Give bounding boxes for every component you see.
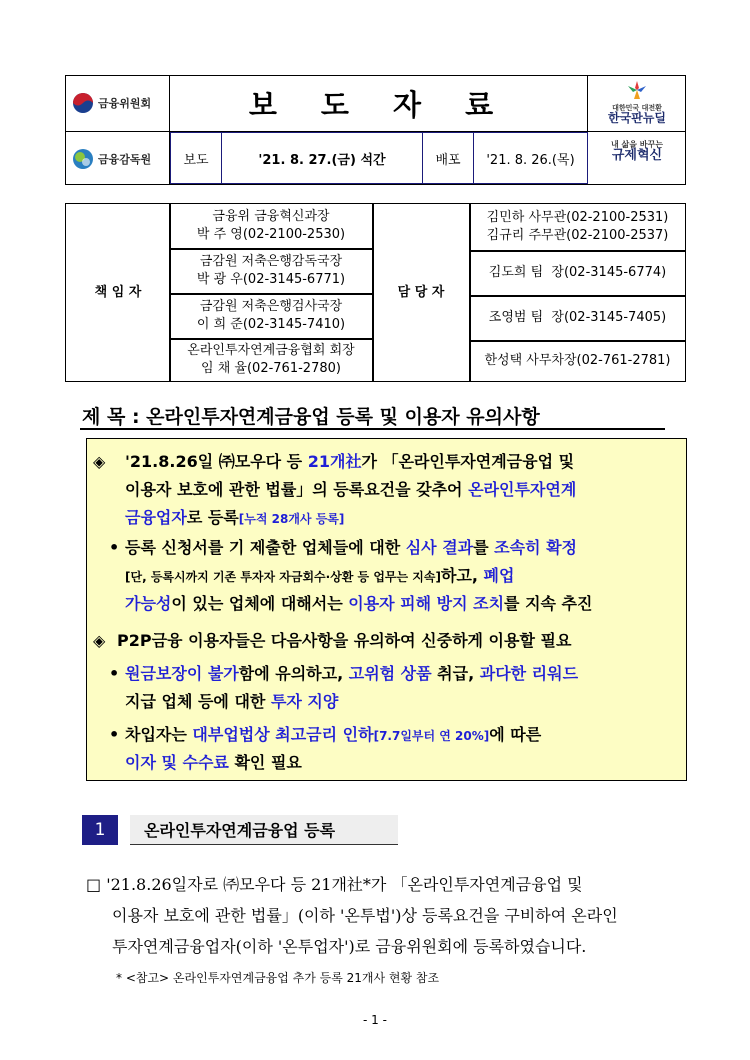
embargo-value: '21. 8. 27.(금) 석간 (221, 132, 423, 184)
responsible-person (170, 204, 372, 248)
staff-contact: 김민하 사무관(02-2100-2531) (486, 210, 669, 225)
summary-sub-bullet-mark: • (109, 664, 120, 683)
text: 하고, (440, 566, 484, 585)
responsible-person (170, 249, 372, 293)
summary-sub-bullet-mark: • (109, 538, 120, 557)
highlight: 가능성 (125, 594, 172, 613)
staff-contact: 김도희 팀 장(02-3145-6774) (488, 265, 667, 280)
text: 함에 유의하고, (238, 664, 349, 683)
fss-logo (72, 148, 151, 170)
responsible-person (170, 294, 372, 338)
responsible-title: 금융위 금융혁신과장 (212, 209, 330, 224)
new-deal-tagline: 대한민국 대전환 (612, 104, 662, 113)
summary-line (125, 687, 338, 716)
summary-bullet-mark: ◈ (93, 631, 106, 650)
responsible-person (170, 339, 372, 381)
text: 가 「온라인투자연계금융업 및 (361, 452, 575, 471)
highlight: 심사 결과 (405, 538, 474, 557)
summary-line (125, 447, 574, 476)
text: 에 따른 (489, 725, 542, 744)
staff-contact: 조영범 팀 장(02-3145-7405) (488, 310, 667, 325)
responsible-contact: 이 희 준(02-3145-7410) (196, 317, 346, 332)
divider (470, 250, 685, 252)
highlight: 과다한 리워드 (479, 664, 579, 683)
fsc-emblem-icon (72, 92, 94, 114)
highlight: 폐업 (483, 566, 515, 585)
highlight: 금융업자 (125, 508, 187, 527)
highlight: 투자 지양 (270, 692, 339, 711)
fss-name: 금융감독원 (98, 153, 152, 166)
summary-line (125, 561, 514, 592)
highlight: [누적 28개사 등록] (238, 512, 345, 526)
divider (470, 340, 685, 342)
regulation-tagline: 내 삶을 바꾸는 (611, 140, 663, 149)
staff-person (470, 341, 685, 381)
staff-person (470, 251, 685, 295)
responsible-label: 책 임 자 (94, 284, 142, 300)
summary-line (125, 589, 592, 618)
responsible-title: 온라인투자연계금융협회 회장 (187, 343, 355, 358)
summary-line: P2P금융 이용자들은 다음사항을 유의하여 신중하게 이용할 필요 (117, 631, 572, 650)
text: [단, 등록시까지 기존 투자자 자금회수·상환 등 업무는 지속] (125, 570, 441, 584)
summary-bullet-mark: ◈ (93, 452, 106, 471)
page-number: - 1 - (363, 1013, 387, 1027)
section-title: 온라인투자연계금융업 등록 (130, 815, 398, 845)
new-deal-name: 한국판뉴딜 (608, 111, 666, 126)
staff-person (470, 204, 685, 250)
text: 지급 업체 등에 대한 (125, 692, 271, 711)
summary-sub-bullet-mark: • (109, 725, 120, 744)
distribution-value: '21. 8. 26.(목) (473, 132, 588, 184)
summary-box (86, 438, 687, 781)
fsc-logo (72, 92, 151, 114)
highlight: 이자 및 수수료 (125, 753, 229, 772)
contact-table (65, 203, 686, 382)
text: 를 지속 추진 (504, 594, 593, 613)
highlight: [7.7일부터 연 20%] (373, 729, 490, 743)
responsible-contact: 임 채 율(02-761-2780) (201, 361, 341, 376)
highlight: 조속히 확정 (494, 538, 578, 557)
staff-person (470, 296, 685, 340)
text: 를 (473, 538, 495, 557)
distribution-label: 배포 (422, 132, 474, 184)
embargo-label: 보도 (170, 132, 222, 184)
regulation-innovation-logo (592, 140, 682, 164)
press-header (65, 75, 686, 185)
summary-line (125, 748, 302, 777)
fsc-name: 금융위원회 (98, 97, 152, 110)
responsible-contact: 박 광 우(02-3145-6771) (196, 272, 346, 287)
footnote: * <참고> 온라인투자연계금융업 추가 등록 21개사 현황 참조 (116, 971, 440, 985)
summary-line (125, 475, 576, 504)
staff-contact: 한성택 사무차장(02-761-2781) (484, 353, 671, 368)
body-paragraph-line: 이용자 보호에 관한 법률」(이하 '온투법')상 등록요건을 구비하여 온라인 (112, 906, 618, 925)
divider (170, 248, 372, 250)
staff-contact: 김규리 주무관(02-2100-2537) (486, 228, 669, 243)
page-title: 보 도 자 료 (248, 87, 511, 122)
fss-emblem-icon (72, 148, 94, 170)
highlight: 고위험 상품 (348, 664, 432, 683)
text: 차입자는 (125, 725, 193, 744)
responsible-title: 금감원 저축은행감독국장 (199, 254, 343, 269)
text: 이 있는 업체에 대해서는 (171, 594, 349, 613)
highlight: 온라인투자연계 (468, 480, 577, 499)
highlight: 대부업법상 최고금리 인하 (192, 725, 374, 744)
summary-line (125, 720, 541, 751)
highlight: 이용자 피해 방지 조치 (348, 594, 505, 613)
divider (170, 293, 372, 295)
body-paragraph-line: □ '21.8.26일자로 ㈜모우다 등 21개社*가 「온라인투자연계금융업 및 (86, 875, 583, 894)
divider (470, 295, 685, 297)
korean-new-deal-logo (592, 80, 682, 126)
summary-line (125, 659, 578, 688)
divider (170, 338, 372, 340)
responsible-title: 금감원 저축은행검사국장 (199, 299, 343, 314)
subject-underline (80, 428, 665, 430)
highlight: 21개社 (307, 452, 362, 471)
responsible-contact: 박 주 영(02-2100-2530) (196, 227, 346, 242)
text: 취급, (431, 664, 480, 683)
new-deal-emblem-icon (626, 80, 648, 100)
text: 등록 신청서를 기 제출한 업체들에 대한 (125, 538, 406, 557)
subject-line: 제 목 : 온라인투자연계금융업 등록 및 이용자 유의사항 (82, 406, 540, 428)
text: 확인 필요 (228, 753, 302, 772)
summary-line (125, 533, 577, 562)
section-number: 1 (82, 815, 118, 845)
body-paragraph-line: 투자연계금융업자(이하 '온투업자')로 금융위원회에 등록하였습니다. (112, 937, 587, 956)
regulation-name: 규제혁신 (611, 148, 663, 164)
text: 로 등록 (186, 508, 239, 527)
staff-label: 담 당 자 (397, 284, 445, 300)
text: '21.8.26일 ㈜모우다 등 (125, 452, 308, 471)
highlight: 원금보장이 불가 (125, 664, 239, 683)
summary-line (125, 503, 344, 534)
text: 이용자 보호에 관한 법률」의 등록요건을 갖추어 (125, 480, 469, 499)
